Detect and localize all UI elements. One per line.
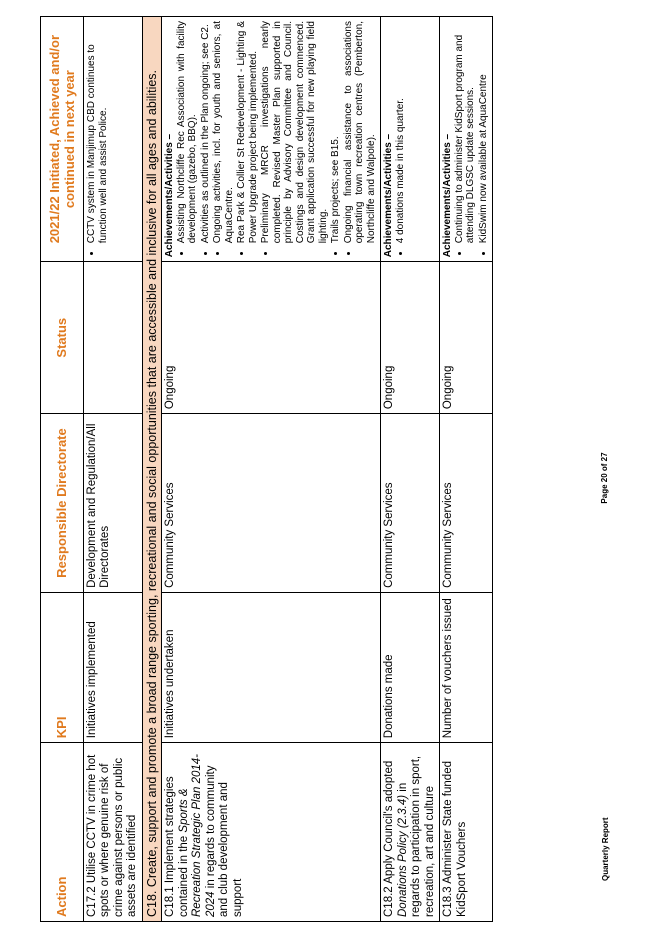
cell-initiated (381, 17, 440, 262)
cell-action: C18.3 Administer State funded KidSport Vouchers (440, 743, 493, 922)
bullet-list (454, 21, 490, 257)
list-item: • 4 donations made in this quarter. (395, 21, 407, 243)
list-item: • KidSwim now available at AquaCentre (478, 21, 490, 243)
cell-kpi: Initiatives implemented (84, 592, 143, 742)
cell-initiated (440, 17, 493, 262)
cell-directorate: Community Services (162, 414, 381, 593)
cell-directorate: Community Services (381, 414, 440, 593)
page-number: Page 20 of 27 (600, 452, 609, 504)
cell-kpi: Initiatives undertaken (162, 592, 381, 742)
list-item: • CCTV system in Manjimup CBD continues to function well and assist Police. (86, 21, 109, 243)
header-directorate: Responsible Directorate (41, 414, 84, 593)
bullet-list (176, 21, 378, 257)
list-item: • Rea Park & Collier St Redevelopment - Lighting & Power Upgrade project being implemented. (236, 21, 259, 243)
header-kpi: KPI (41, 592, 84, 742)
list-item: • Ongoing financial assistance to associations operating town recreation centres (Pemberton, Northcliffe and Walpole). (343, 21, 378, 243)
list-item: • Activities as outlined in the Plan ongoing; see C2. (200, 21, 212, 243)
table-header-row (41, 17, 84, 922)
header-action: Action (41, 743, 84, 922)
cell-action: C17.2 Utilise CCTV in crime hot spots or where genuine risk of crime against persons or public assets are identified (84, 743, 143, 922)
list-item: • Assisting Northcliffe Rec Association with facility development (gazebo, BBQ). (176, 21, 199, 243)
list-item: • Trails projects; see B15. (330, 21, 342, 243)
cell-initiated (84, 17, 143, 262)
cell-directorate: Development and Regulation/All Directorates (84, 414, 143, 593)
cell-status: Ongoing (381, 262, 440, 414)
cell-initiated (162, 17, 381, 262)
achievements-heading: Achievements/Activities – (164, 133, 176, 258)
list-item: • Continuing to administer KidSport program and attending DLGSC update sessions. (454, 21, 477, 243)
cell-directorate: Community Services (440, 414, 493, 593)
action-plan-table (40, 16, 493, 922)
table-row-c18-3 (440, 17, 493, 922)
cell-status: Ongoing (162, 262, 381, 414)
rotated-page (40, 16, 590, 922)
bullet-list (395, 21, 407, 257)
list-item: • Ongoing activities, incl. for youth and seniors, at AquaCentre. (212, 21, 235, 243)
cell-kpi: Donations made (381, 592, 440, 742)
header-status: Status (41, 262, 84, 414)
table-row-c17-2 (84, 17, 143, 922)
header-initiated: 2021/22 Initiated, Achieved and/or continued in next year (41, 17, 84, 262)
report-label: Quarterly Report (601, 817, 610, 881)
section-row-c18 (142, 17, 162, 922)
achievements-heading: Achievements/Activities – (383, 133, 395, 258)
cell-action: C18.2 Apply Council's adopted Donations Policy (2.3.4) in regards to participation in sport, recreation, art and culture (381, 743, 440, 922)
table-row-c18-1 (162, 17, 381, 922)
list-item: • Preliminary MRCR investigations nearly completed. Revised Master Plan supported in principle by Advisory Committee and Council. Costings and design development commenced. Grant application successful for new playing field lighting. (260, 21, 329, 243)
cell-action: C18.1 Implement strategies contained in the Sports & Recreation Strategic Plan 2014-2024 in regards to community and club development and support (162, 743, 381, 922)
achievements-heading: Achievements/Activities – (442, 133, 454, 258)
section-heading: C18. Create, support and promote a broad range sporting, recreational and social opportunities that are accessible and inclusive for all ages and abilities. (142, 17, 162, 922)
cell-status: Ongoing (440, 262, 493, 414)
cell-status (84, 262, 143, 414)
table-row-c18-2 (381, 17, 440, 922)
bullet-list (86, 21, 109, 257)
cell-kpi: Number of vouchers issued (440, 592, 493, 742)
